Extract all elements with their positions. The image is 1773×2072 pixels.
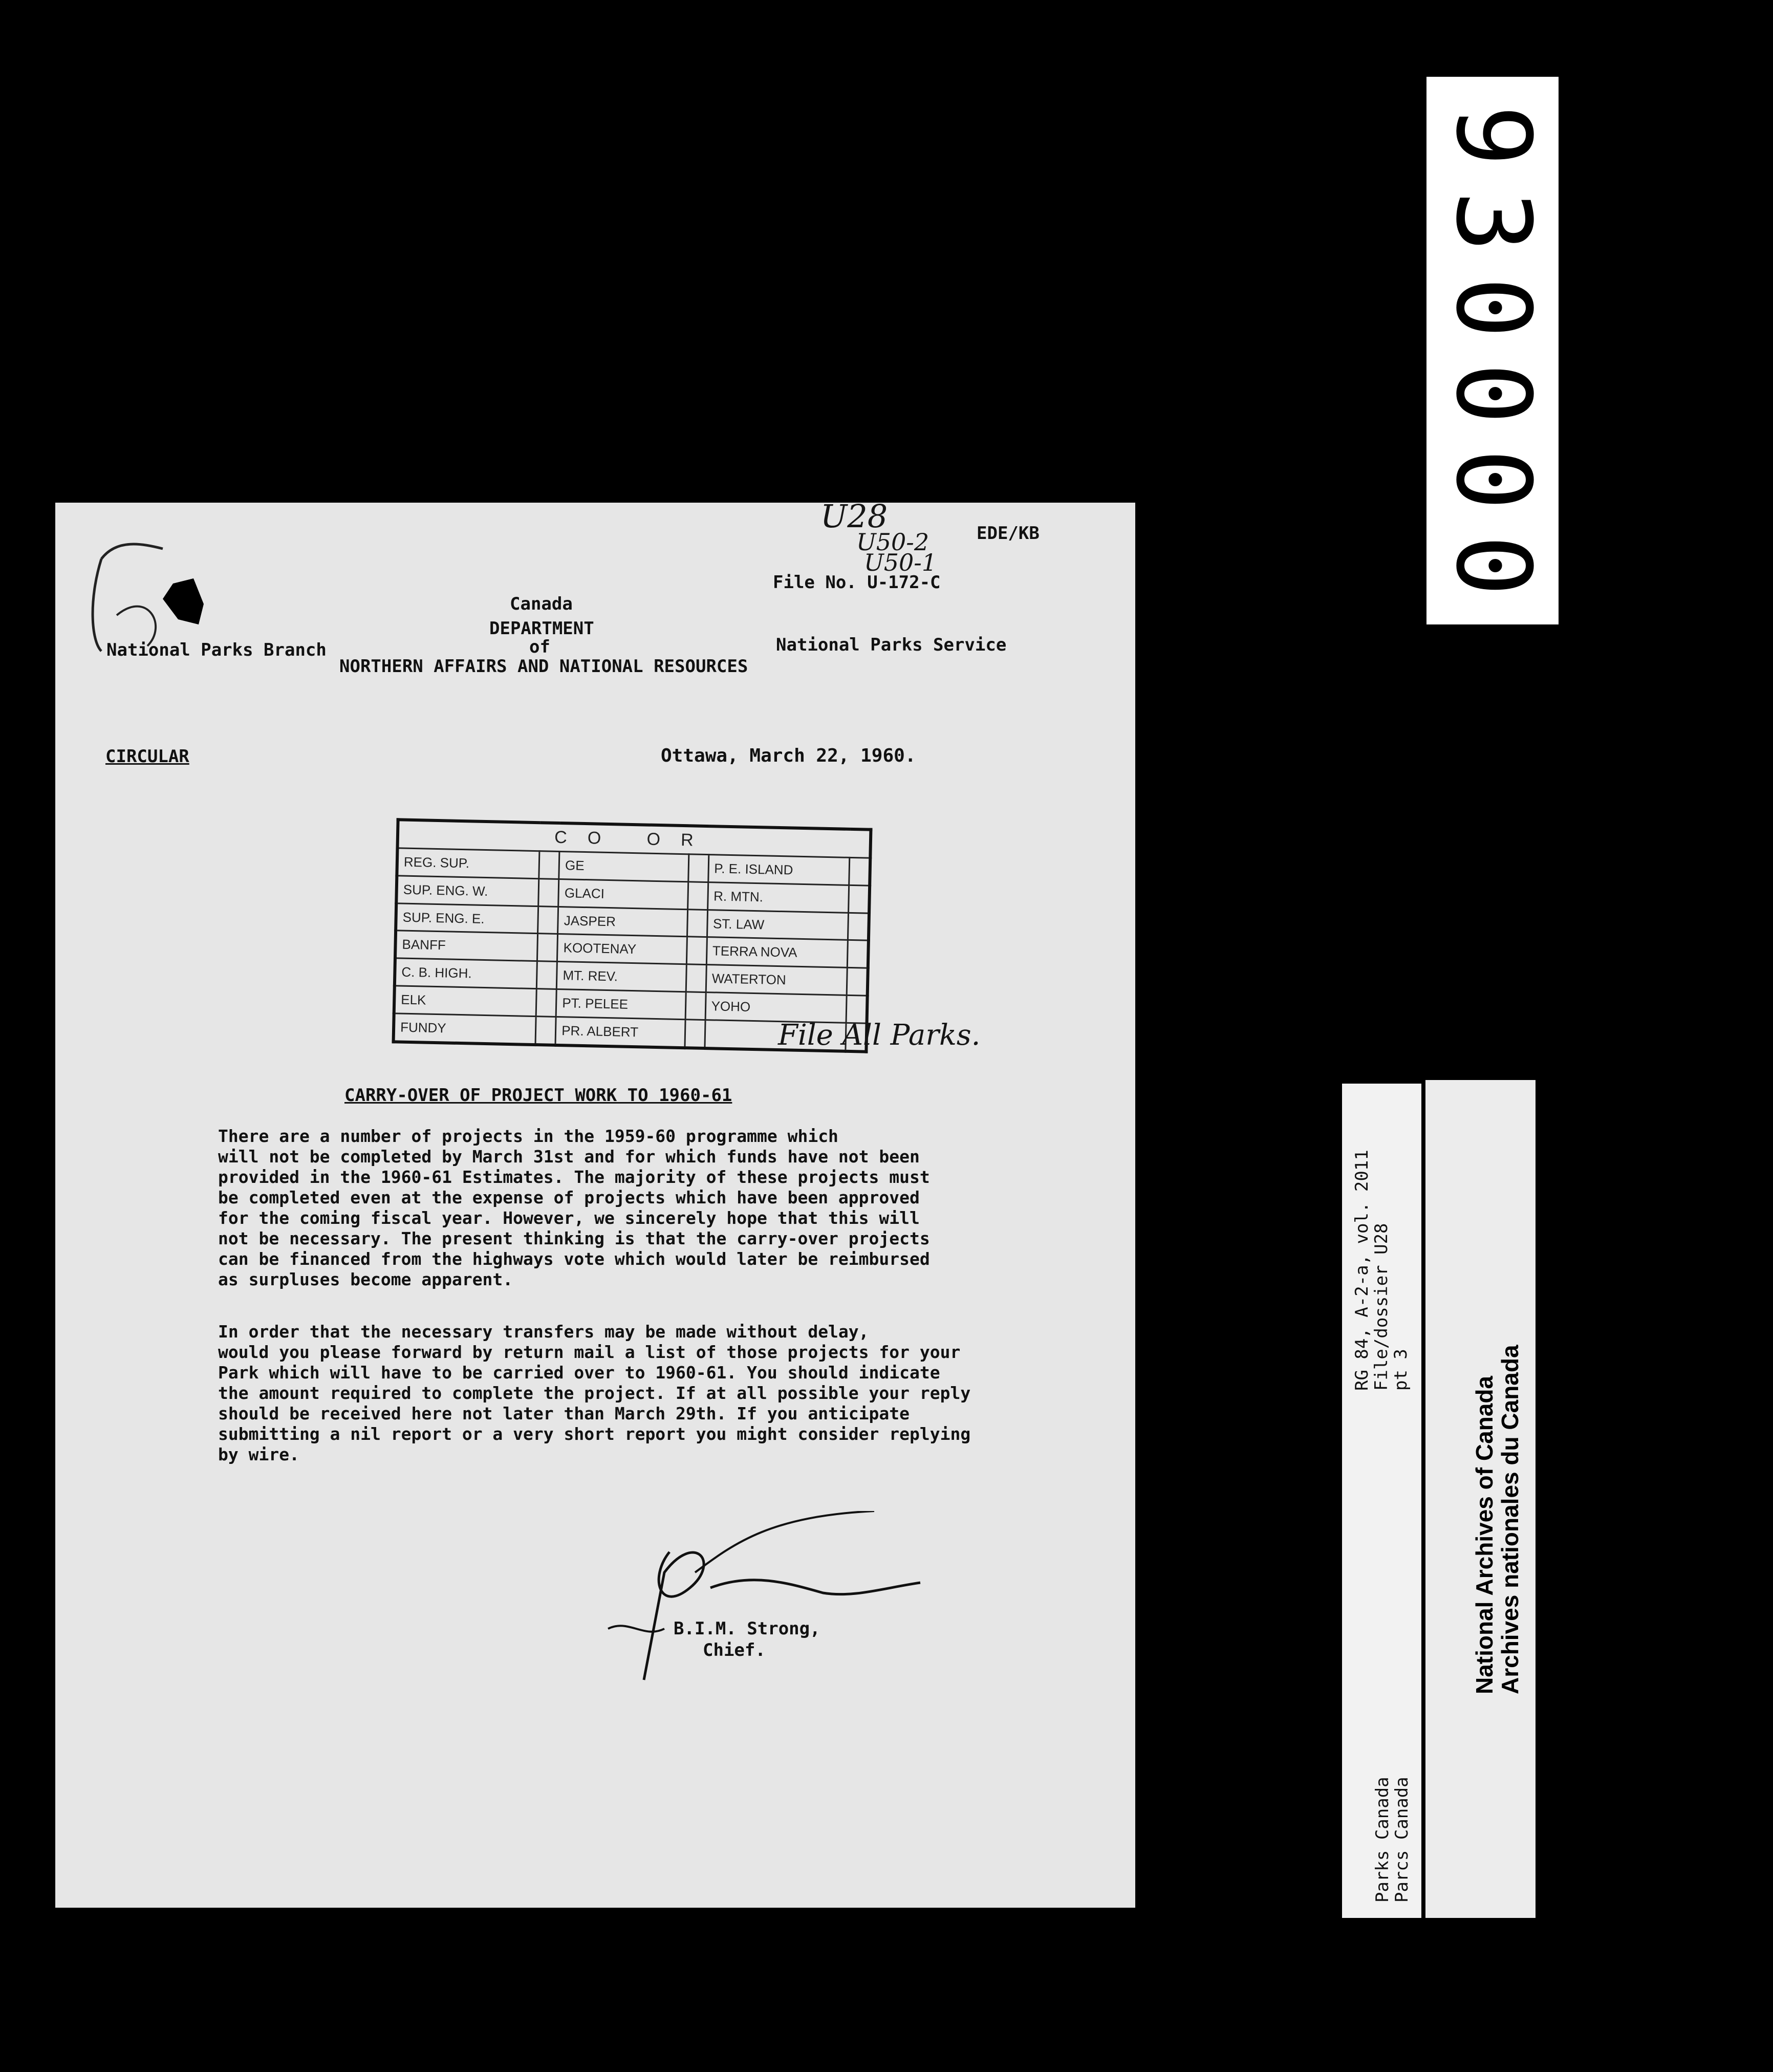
signature-title: Chief. [703,1640,766,1660]
circular-label: CIRCULAR [105,746,189,767]
routing-cell: WATERTON [706,965,848,996]
text-line: submitting a nil report or a very short report you might consider replying [218,1424,971,1444]
routing-check [849,885,870,913]
routing-check [536,989,556,1017]
text-line: In order that the necessary transfers may be made without delay, [218,1322,869,1342]
text-line: for the coming fiscal year. However, we sincerely hope that this will [218,1208,920,1228]
text-line: should be received here not later than March 29th. If you anticipate [218,1404,910,1423]
routing-check [847,968,868,996]
routing-cell: R. MTN. [707,882,849,913]
routing-cell: C. B. HIGH. [395,958,537,989]
stamp-digit: 3 [1433,190,1552,253]
routing-cell: SUP. ENG. E. [396,903,538,934]
text-line: be completed even at the expense of projects which have been approved [218,1188,920,1207]
document-page [55,498,1135,1908]
archive-file: File/dossier U28 [1371,1223,1392,1391]
text-line: the amount required to complete the project. If at all possible your reply [218,1383,971,1403]
routing-cell: JASPER [558,907,687,937]
routing-check [687,909,707,937]
archive-institution-block [1472,1345,1523,1694]
handwritten-file-2: U50-2 [856,528,929,556]
header-department-name: NORTHERN AFFAIRS AND NATIONAL RESOURCES [339,656,748,677]
routing-cell: PR. ALBERT [555,1017,685,1048]
routing-check [684,1020,705,1048]
routing-cell: FUNDY [394,1013,536,1045]
film-frame-stamp [1426,77,1559,624]
paragraph-1 [218,1126,930,1290]
header-department: DEPARTMENT [489,618,594,639]
routing-check [536,961,557,989]
handwritten-file-1: U28 [820,498,888,535]
paragraph-2 [218,1322,970,1465]
routing-handwritten-note: File All Parks. [778,1019,981,1052]
header-left: National Parks Branch [106,640,327,660]
archive-source-block [1373,1777,1412,1903]
handwritten-file-3: U50-1 [864,549,937,576]
text-line: Park which will have to be carried over to 1960-61. You should indicate [218,1363,940,1383]
stamp-digit: 0 [1433,534,1552,597]
routing-check [685,992,706,1020]
archive-institution-label [1425,1080,1536,1918]
routing-cell: ELK [394,986,537,1017]
archive-reference-block [1352,1150,1411,1391]
routing-header: CO OR [397,819,871,858]
signature-scrawl [567,1511,987,1706]
header-canada: Canada [510,594,573,614]
text-line: as surpluses become apparent. [218,1269,513,1289]
routing-check [849,857,871,886]
routing-cell: GE [559,852,688,882]
stamp-digit: 9 [1433,104,1552,167]
routing-check [688,854,708,882]
archive-source-fr: Parcs Canada [1392,1777,1412,1903]
header-of: of [529,637,550,657]
routing-check [535,1017,556,1045]
text-line: provided in the 1960-61 Estimates. The majority of these projects must [218,1167,930,1187]
routing-check [537,934,558,962]
routing-cell: ST. LAW [707,910,849,940]
stamp-digit: 0 [1433,362,1552,425]
routing-cell: TERRA NOVA [706,937,848,968]
routing-cell: MT. REV. [556,962,686,992]
signature-name: B.I.M. Strong, [674,1618,820,1639]
archive-part: pt 3 [1391,1349,1411,1391]
date: Ottawa, March 22, 1960. [661,745,916,766]
routing-check [538,879,559,907]
archive-reference: RG 84, A-2-a, vol. 2011 [1352,1150,1372,1391]
text-line: by wire. [218,1444,299,1464]
text-line: can be financed from the highways vote which would later be reimbursed [218,1249,930,1269]
routing-cell: REG. SUP. [397,848,539,879]
archive-source-en: Parks Canada [1372,1777,1393,1903]
routing-check [686,964,706,992]
routing-check [847,940,869,968]
routing-cell: PT. PELEE [556,989,685,1020]
routing-check [539,851,559,879]
initials: EDE/KB [977,523,1040,544]
routing-check [686,937,707,965]
routing-cell: GLACI [558,879,688,909]
subject-heading: CARRY-OVER OF PROJECT WORK TO 1960-61 [344,1085,732,1106]
routing-check [687,882,708,910]
archive-name-en: National Archives of Canada [1471,1375,1498,1694]
ink-blot [163,578,209,624]
text-line: not be necessary. The present thinking is that the carry-over projects [218,1228,930,1248]
routing-check [538,906,558,934]
routing-cell: P. E. ISLAND [708,855,850,886]
routing-cell: SUP. ENG. W. [396,876,539,907]
routing-cell: KOOTENAY [557,934,687,964]
stamp-digit: 0 [1433,448,1552,511]
routing-check [848,913,869,941]
archive-name-fr: Archives nationales du Canada [1497,1345,1523,1694]
routing-box [394,823,870,1048]
file-number: File No. U-172-C [773,572,941,593]
text-line: will not be completed by March 31st and for which funds have not been [218,1147,920,1167]
routing-cell: YOHO [705,992,847,1023]
stamp-digit: 0 [1433,276,1552,339]
text-line: would you please forward by return mail a list of those projects for your [218,1342,961,1362]
header-right: National Parks Service [776,635,1007,655]
text-line: There are a number of projects in the 1959-60 programme which [218,1126,838,1146]
archive-reference-label [1342,1084,1421,1918]
routing-cell: BANFF [395,931,538,961]
